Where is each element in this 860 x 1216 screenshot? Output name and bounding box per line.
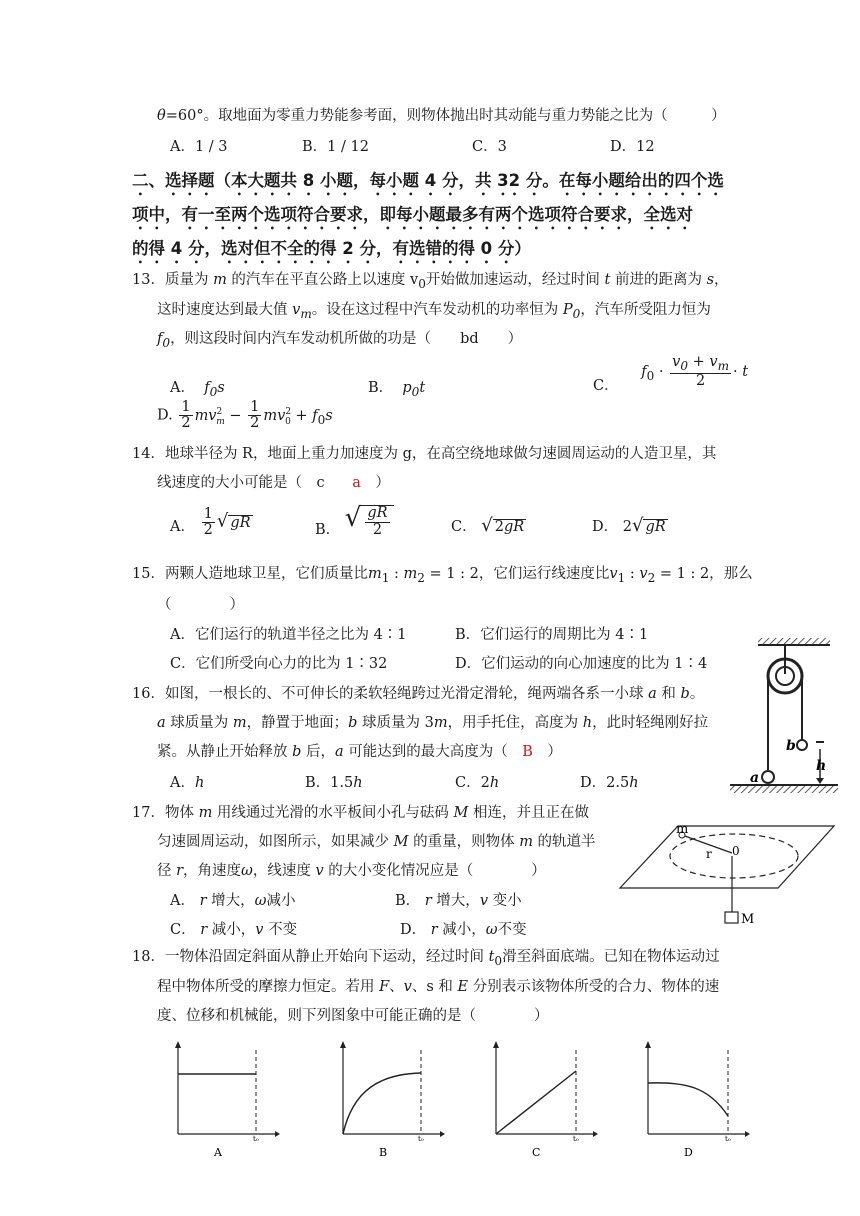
q18-text: 、s 和 bbox=[411, 979, 458, 995]
var-M: M bbox=[453, 805, 469, 821]
formula: $f_0$ · $\frac{v_0 + v_m}{2}$ · t bbox=[641, 354, 749, 389]
q17-text: ，角速度 bbox=[183, 863, 242, 879]
q13-text: 前进的距离为 bbox=[610, 272, 707, 288]
x-arrow bbox=[275, 1131, 280, 1137]
var-s: s bbox=[706, 272, 715, 288]
curve bbox=[496, 1071, 576, 1134]
option-label: D. bbox=[157, 407, 173, 424]
red-answer: B bbox=[522, 744, 533, 760]
var-f: f bbox=[157, 331, 163, 347]
var-t: t bbox=[488, 949, 495, 965]
var-M: M bbox=[393, 834, 409, 850]
q16-text: ） bbox=[532, 744, 562, 760]
graph-label: A bbox=[214, 1146, 222, 1158]
q16-text: 16．如图，一根长的、不可伸长的柔软轻绳跨过光滑定滑轮，绳两端各系一小球 bbox=[132, 686, 649, 702]
var-b: b bbox=[680, 686, 690, 702]
q18-text: 18．一物体沿固定斜面从静止开始向下运动，经过时间 bbox=[132, 949, 489, 965]
q12-option-c: C．3 bbox=[472, 139, 507, 155]
label-r: r bbox=[706, 847, 712, 861]
t0-label: t₀ bbox=[573, 1135, 579, 1143]
handwritten-answer: c bbox=[316, 475, 325, 491]
var-t: t bbox=[604, 272, 611, 288]
q16-option-d: D．2.5h bbox=[580, 775, 639, 791]
ceiling-hatch bbox=[758, 638, 830, 645]
q17-text: 的轨道半 bbox=[532, 834, 596, 850]
curve bbox=[648, 1083, 728, 1116]
q16-line3 bbox=[157, 740, 562, 761]
var-v: v bbox=[292, 302, 301, 318]
q16-line2 bbox=[157, 711, 708, 732]
graph-label: B bbox=[379, 1146, 388, 1158]
graph-b bbox=[325, 1038, 445, 1158]
q17-text: 径 bbox=[157, 863, 177, 879]
section2-heading-line3: 的得 4 分，选对但不全的得 2 分，有选错的得 0 分） bbox=[132, 239, 531, 258]
q17-text: 的重量，则物体 bbox=[408, 834, 520, 850]
q16-text: 球质量为 bbox=[165, 715, 233, 731]
q15-text: 15．两颗人造地球卫星，它们质量比 bbox=[132, 566, 368, 582]
q17-text: 用线通过光滑的水平板间小孔与砝码 bbox=[212, 805, 454, 821]
q16-text: 。 bbox=[689, 686, 705, 702]
q13-option-d bbox=[157, 400, 333, 431]
q17-text: 相连，并且正在做 bbox=[468, 805, 589, 821]
circular-motion-figure bbox=[612, 818, 844, 934]
label-M: M bbox=[741, 912, 755, 927]
q15-line2: （ ） bbox=[157, 597, 244, 613]
option-label: C． bbox=[451, 519, 477, 535]
var-a: a bbox=[648, 686, 657, 702]
height-arrowhead bbox=[816, 778, 824, 784]
graph-label: D bbox=[684, 1146, 693, 1158]
q13-text: ， bbox=[714, 272, 729, 288]
q13-option-a bbox=[170, 376, 225, 399]
q17-text: ，线速度 bbox=[252, 863, 316, 879]
label-m: m bbox=[676, 822, 689, 837]
sub: 0 bbox=[418, 276, 426, 291]
q12-option-b: B．1 / 12 bbox=[302, 139, 369, 155]
y-arrow bbox=[175, 1041, 181, 1048]
q18-text: 、 bbox=[389, 979, 404, 995]
t0-label: t₀ bbox=[725, 1135, 731, 1143]
formula: $f_0s$ bbox=[204, 380, 225, 399]
t0-label: t₀ bbox=[418, 1135, 424, 1143]
var-m: m bbox=[519, 834, 533, 850]
var-r: r bbox=[176, 863, 184, 879]
sub: 0 bbox=[494, 953, 503, 968]
q13-option-b bbox=[368, 376, 425, 399]
q18-text: 分别表示该物体所受的合力、物体的速 bbox=[468, 979, 720, 995]
label-h: h bbox=[816, 758, 827, 774]
q15-text: ，那么 bbox=[709, 566, 753, 582]
q15-option-c: C．它们所受向心力的比为 1∶32 bbox=[170, 656, 388, 672]
q18-text: 滑至斜面底端。已知在物体运动过 bbox=[502, 949, 720, 965]
q18-line1 bbox=[132, 945, 720, 968]
q14-option-c: C． √ 2gR bbox=[451, 515, 525, 536]
q12-text-line bbox=[157, 104, 726, 125]
q13-text: 开始做加速运动，经过时间 bbox=[425, 272, 605, 288]
q15-text: ，它们运行线速度比 bbox=[478, 566, 610, 582]
option-label: D． bbox=[592, 519, 619, 535]
q16-option-a: A．h bbox=[170, 775, 205, 791]
y-arrow bbox=[340, 1041, 346, 1048]
q18-line2 bbox=[157, 975, 719, 996]
option-label: B． bbox=[315, 522, 341, 538]
q16-text: 球质量为 3 bbox=[357, 715, 434, 731]
q17-text: 17．物体 bbox=[132, 805, 199, 821]
q16-text: ，用手托住，高度为 bbox=[447, 715, 583, 731]
q16-text: 后， bbox=[301, 744, 336, 760]
y-arrow bbox=[645, 1041, 651, 1048]
q13-line3 bbox=[157, 327, 522, 350]
formula: $\frac{1}{2}$ $mv^2_m$ − $\frac{1}{2}$ $mv^2_0 + f_0s$ bbox=[181, 399, 333, 432]
graph-c bbox=[478, 1038, 598, 1158]
var-p: P bbox=[562, 302, 573, 318]
q16-option-c: C．2h bbox=[455, 775, 500, 791]
q18-text: 程中物体所受的摩擦力恒定。若用 bbox=[157, 979, 380, 995]
q14-text: 线速度的大小可能是（ bbox=[157, 475, 317, 491]
q17-option-c: C． r 减小，v 不变 bbox=[170, 922, 298, 938]
q17-option-d: D． r 减小，ω不变 bbox=[400, 922, 527, 938]
q16-line1 bbox=[132, 682, 704, 703]
var-a: a bbox=[335, 744, 344, 760]
var-v: v bbox=[315, 863, 324, 879]
graph-d bbox=[630, 1038, 750, 1158]
var-m: m bbox=[198, 805, 213, 821]
var-m: m bbox=[232, 715, 247, 731]
q15-option-b: B．它们运行的周期比为 4∶1 bbox=[455, 627, 649, 643]
var-m: m bbox=[433, 715, 448, 731]
q16-text: 紧。从静止开始释放 bbox=[157, 744, 293, 760]
q17-option-a: A． r 增大，ω减小 bbox=[170, 893, 296, 909]
q16-text: 和 bbox=[656, 686, 681, 702]
q17-line3 bbox=[157, 859, 546, 880]
q13-text: 13．质量为 bbox=[132, 272, 214, 288]
var-m: m bbox=[213, 272, 227, 288]
red-answer: a bbox=[352, 475, 361, 491]
q13-text: 。设在这过程中汽车发动机的功率恒为 bbox=[311, 302, 563, 318]
x-arrow bbox=[440, 1131, 445, 1137]
q13-line1 bbox=[132, 268, 729, 291]
var-b: b bbox=[348, 715, 358, 731]
sub: 0 bbox=[572, 306, 581, 321]
q14-text: ） bbox=[360, 475, 390, 491]
ground-hatch bbox=[730, 786, 838, 793]
var-omega: ω bbox=[241, 863, 253, 879]
option-label: B． bbox=[368, 380, 394, 396]
var-F: F bbox=[379, 979, 390, 995]
var-E: E bbox=[457, 979, 469, 995]
section2-heading-line2: 项中，有一至两个选项符合要求，即每小题最多有两个选项符合要求，全选对 bbox=[132, 205, 693, 224]
label-a: a bbox=[750, 770, 760, 786]
var-v: v bbox=[403, 979, 412, 995]
weight-M bbox=[725, 912, 738, 923]
section2-heading-line1: 二、选择题（本大题共 8 小题，每小题 4 分，共 32 分。在每小题给出的四个选 bbox=[132, 171, 724, 190]
formula: $p_0t$ bbox=[402, 380, 426, 399]
q17-option-b: B． r 增大，v 变小 bbox=[395, 893, 522, 909]
plate-outline bbox=[620, 826, 834, 888]
sub: m bbox=[300, 306, 312, 321]
t0-label: t₀ bbox=[253, 1135, 259, 1143]
var-v: v bbox=[410, 272, 419, 288]
var-b: b bbox=[292, 744, 302, 760]
label-b: b bbox=[786, 738, 796, 754]
ball-b bbox=[797, 740, 807, 750]
q16-text: 可能达到的最大高度为（ bbox=[343, 744, 523, 760]
q14-option-d: D． 2√ gR bbox=[592, 515, 666, 536]
q17-text: 匀速圆周运动，如图所示，如果减少 bbox=[157, 834, 394, 850]
q18-line3: 度、位移和机械能，则下列图象中可能正确的是（ ） bbox=[157, 1008, 549, 1024]
sub: 0 bbox=[162, 335, 171, 350]
x-arrow bbox=[593, 1131, 598, 1137]
q13-text: ，汽车所受阻力恒为 bbox=[580, 302, 711, 318]
var-a: a bbox=[157, 715, 166, 731]
y-arrow bbox=[493, 1041, 499, 1048]
q12-stem-tail: =60°。取地面为零重力势能参考面，则物体抛出时其动能与重力势能之比为（ ） bbox=[165, 108, 726, 124]
q16-option-b: B．1.5h bbox=[305, 775, 363, 791]
theta-symbol: θ bbox=[157, 108, 166, 124]
handwritten-answer: bd bbox=[460, 331, 479, 347]
q15-option-a: A．它们运行的轨道半径之比为 4∶1 bbox=[170, 627, 407, 643]
q13-text: ，则这段时间内汽车发动机所做的功是（ bbox=[170, 331, 461, 347]
var-h: h bbox=[582, 715, 593, 731]
q15-line1: 15．两颗人造地球卫星，它们质量比$m_1$ : $m_2 = 1$ : 2，它们运行线速度比$v_1$ : $v_2 = 1$ : 2，那么 bbox=[132, 566, 753, 585]
q17-line1 bbox=[132, 801, 589, 822]
q15-option-d: D．它们运动的向心加速度的比为 1∶4 bbox=[455, 656, 708, 672]
curve bbox=[343, 1073, 421, 1134]
q14-option-a: A． $\frac{1}{2}$ √ gR bbox=[170, 506, 251, 539]
q17-text: 的大小变化情况应是（ ） bbox=[323, 863, 546, 879]
option-label: C． bbox=[593, 377, 619, 394]
q12-option-a: A．1 / 3 bbox=[170, 139, 228, 155]
q13-line2 bbox=[157, 298, 711, 321]
option-label: A． bbox=[170, 380, 195, 396]
q16-text: ，静置于地面； bbox=[246, 715, 349, 731]
q13-option-c bbox=[593, 354, 749, 394]
q13-text: 这时速度达到最大值 bbox=[157, 302, 293, 318]
q14-line2 bbox=[157, 471, 390, 492]
q16-text: ，此时轻绳刚好拉 bbox=[592, 715, 709, 731]
ball-a bbox=[762, 771, 774, 783]
q12-option-d: D．12 bbox=[610, 139, 655, 155]
q13-text: ） bbox=[478, 331, 523, 347]
q13-text: 的汽车在平直公路上以速度 bbox=[226, 272, 411, 288]
q14-option-b: B． √ $\frac{gR}{2}$ bbox=[315, 503, 394, 538]
pulley-figure bbox=[728, 636, 843, 798]
option-label: A． bbox=[170, 518, 195, 535]
q17-line2 bbox=[157, 830, 596, 851]
q14-line1: 14．地球半径为 R，地面上重力加速度为 g，在高空绕地球做匀速圆周运动的人造卫星，其 bbox=[132, 446, 717, 462]
graph-label: C bbox=[532, 1146, 541, 1158]
graph-a bbox=[160, 1038, 280, 1158]
x-arrow bbox=[745, 1131, 750, 1137]
label-o: 0 bbox=[732, 844, 740, 858]
